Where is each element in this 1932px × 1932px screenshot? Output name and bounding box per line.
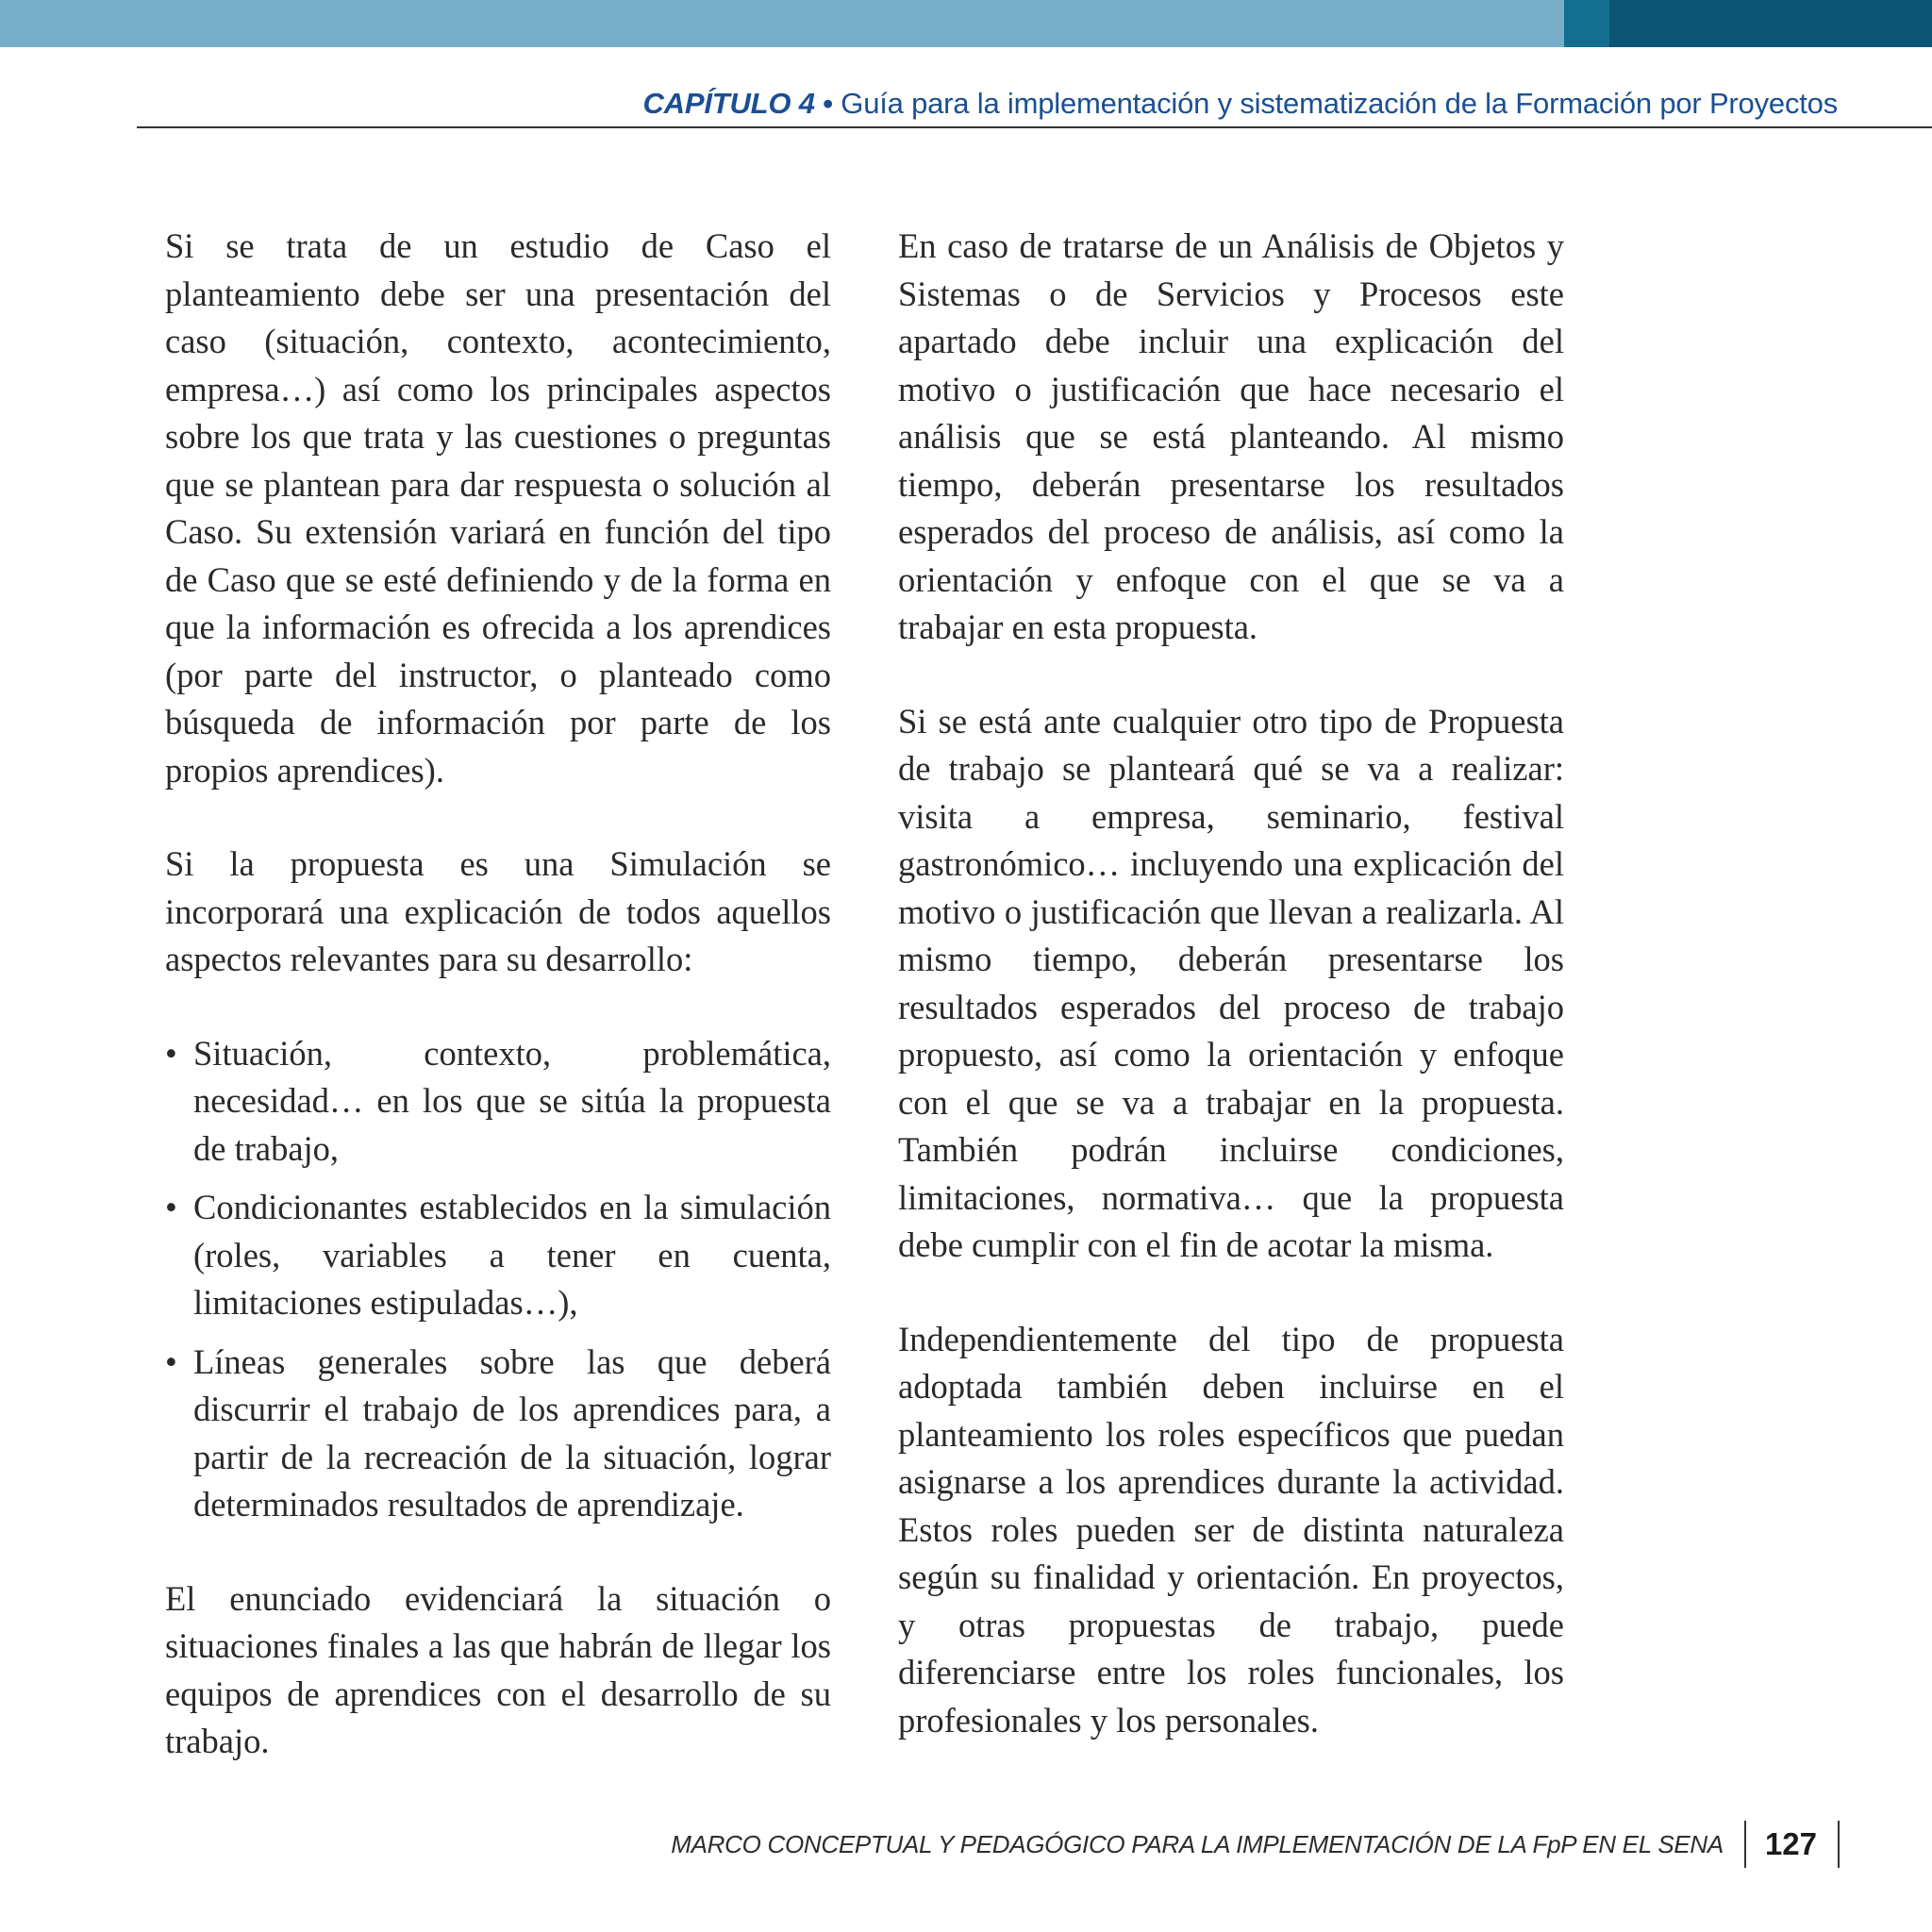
bullet-icon: • — [165, 1188, 177, 1226]
footer-divider — [1838, 1821, 1840, 1868]
bullet-icon: • — [165, 1033, 177, 1073]
list-item — [165, 1339, 831, 1529]
paragraph-other-proposal: Si se está ante cualquier otro tipo de Propuesta de trabajo se planteará qué se va a realizar: visita a empresa, seminario, festival gastronómico… incluyendo una explicación del motivo o justificación que llevan a realizarla. Al mismo tiempo, deberán presentarse los resultados esperados del proceso de trabajo propuesto, así como la orientación y enfoque con el que se va a trabajar en la propuesta. También podrán incluirse condiciones, limitaciones, normativa… que la propuesta debe cumplir con el fin de acotar la misma. — [898, 701, 1564, 1264]
header-bullet: • — [814, 87, 841, 120]
paragraph-analysis: En caso de tratarse de un Análisis de Objetos y Sistemas o de Servicios y Procesos este apartado debe incluir una explicación del motivo o justificación que hace necesario el análisis que se está planteando. Al mismo tiempo, deberán presentarse los resultados esperados del proceso de análisis, así como la orientación y enfoque con el que se va a trabajar en esta propuesta. — [898, 226, 1564, 646]
page-footer — [671, 1821, 1840, 1868]
page-number: 127 — [1764, 1826, 1817, 1861]
top-color-bar — [0, 0, 1932, 47]
footer-title: MARCO CONCEPTUAL Y PEDAGÓGICO PARA LA IMPLEMENTACIÓN DE LA FpP EN EL SENA — [671, 1829, 1724, 1858]
chapter-label: CAPÍTULO 4 — [642, 87, 815, 120]
list-item-text: Situación, contexto, problemática, necesidad… en los que se sitúa la propuesta de trabajo, — [193, 1033, 831, 1168]
list-item — [165, 1030, 831, 1174]
header-rule — [137, 126, 1932, 128]
right-column — [898, 223, 1564, 1790]
top-bar-accent-light — [1564, 0, 1609, 47]
paragraph-statement: El enunciado evidenciará la situación o situaciones finales a las que habrán de llegar los equipos de aprendices con el desarrollo de su trabajo. — [165, 1578, 831, 1760]
bullet-icon: • — [165, 1341, 177, 1381]
footer-divider — [1744, 1821, 1746, 1868]
list-item — [165, 1184, 831, 1327]
list-item-text: Condicionantes establecidos en la simulación (roles, variables a tener en cuenta, limitaciones estipuladas…), — [193, 1188, 831, 1322]
running-header — [643, 87, 1839, 121]
paragraph-roles: Independientemente del tipo de propuesta adoptada también deben incluirse en el planteamiento los roles específicos que puedan asignarse a los aprendices durante la actividad. Estos roles pueden ser de distinta naturaleza según su finalidad y orientación. En proyectos, y otras propuestas de trabajo, puede diferenciarse entre los roles funcionales, los profesionales y los personales. — [898, 1319, 1564, 1740]
chapter-title: Guía para la implementación y sistematización de la Formación por Proyectos — [841, 87, 1838, 120]
left-column — [165, 223, 831, 1812]
top-bar-accent-dark — [1609, 0, 1932, 47]
simulation-aspects-list — [165, 1030, 831, 1529]
list-item-text: Líneas generales sobre las que deberá discurrir el trabajo de los aprendices para, a partir de la recreación de la situación, lograr determinados resultados de aprendizaje. — [193, 1341, 831, 1524]
paragraph-simulation: Si la propuesta es una Simulación se incorporará una explicación de todos aquellos aspectos relevantes para su desarrollo: — [165, 844, 831, 978]
paragraph-case-study: Si se trata de un estudio de Caso el planteamiento debe ser una presentación del caso (situación, contexto, acontecimiento, empresa…) así como los principales aspectos sobre los que trata y las cuestiones o preguntas que se plantean para dar respuesta o solución al Caso. Su extensión variará en función del tipo de Caso que se esté definiendo y de la forma en que la información es ofrecida a los aprendices (por parte del instructor, o planteado como búsqueda de información por parte de los propios aprendices). — [165, 226, 831, 790]
